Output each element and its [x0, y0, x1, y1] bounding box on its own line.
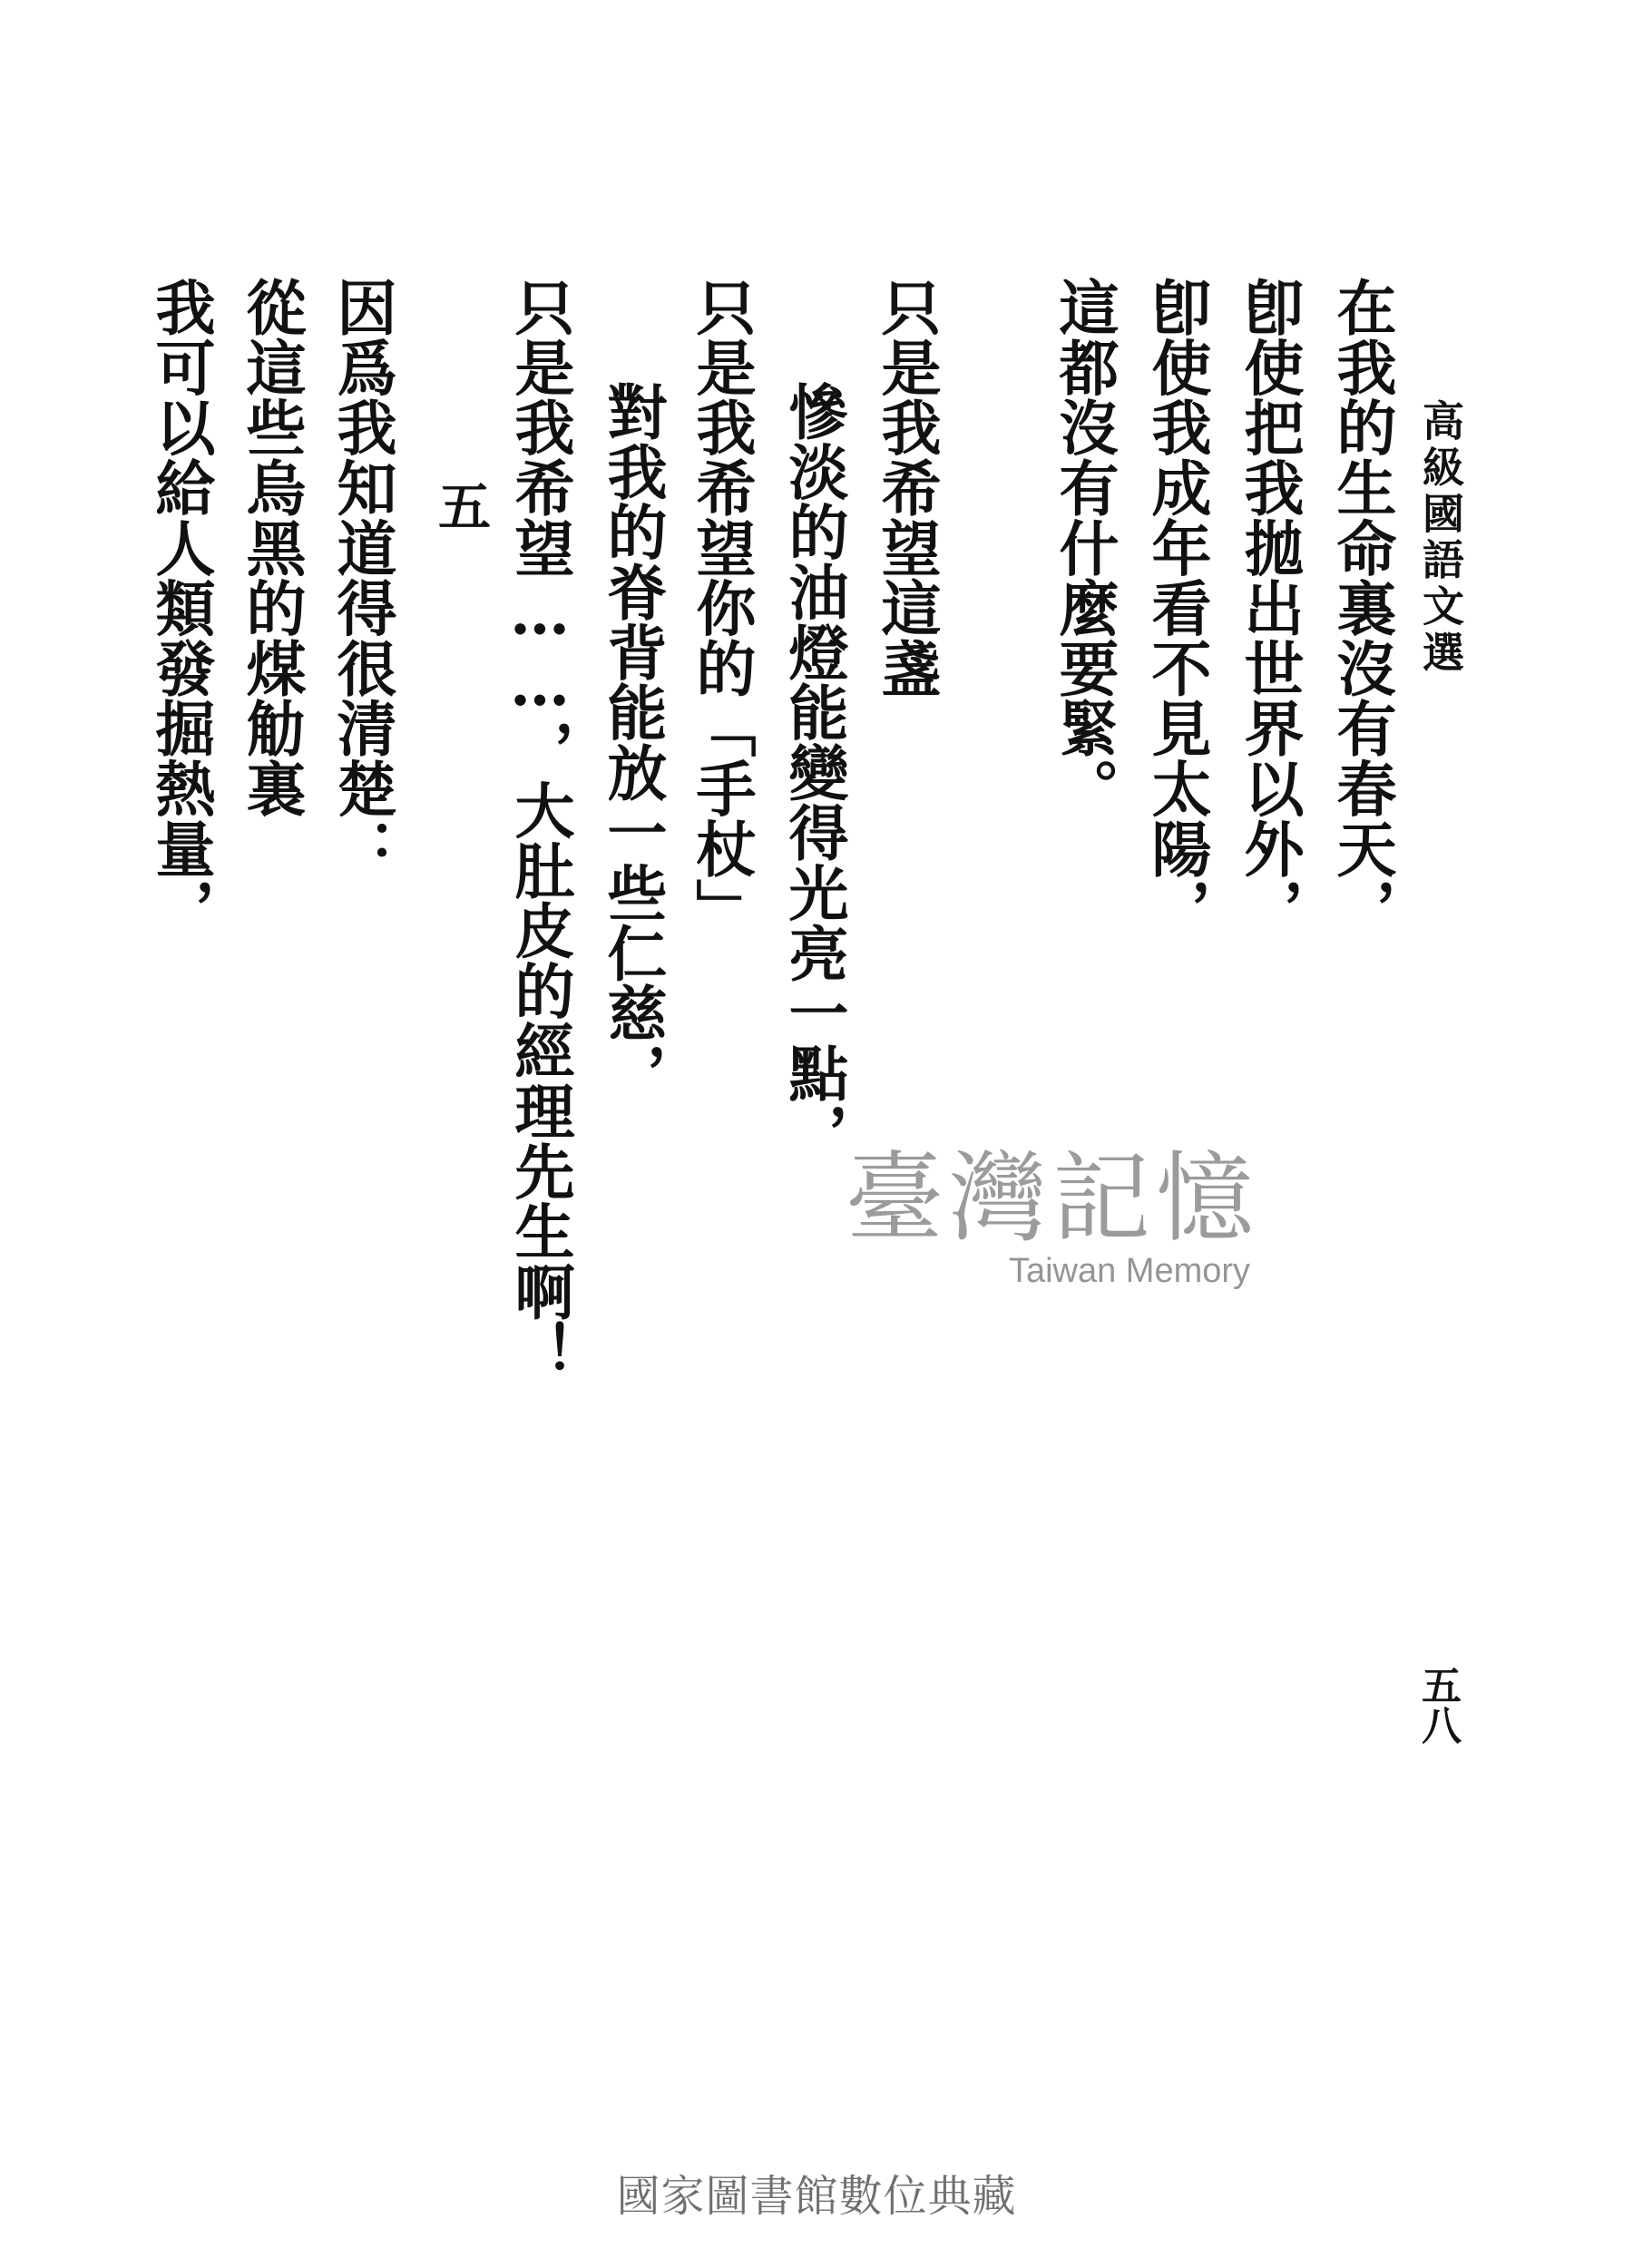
library-footer: 國家圖書館數位典藏 [616, 2171, 1017, 2222]
verse-line: 從這些烏黑的煤觔裏 [236, 277, 307, 818]
taiwan-memory-watermark [816, 1142, 1288, 1291]
page-number: 五八 [1414, 1665, 1461, 1745]
verse-line: 在我的生命裏沒有春天， [1326, 277, 1397, 939]
verse-line: 只是我希望你的「手杖」 [686, 277, 757, 939]
watermark-english: Taiwan Memory [1008, 1252, 1251, 1291]
verse-line: 卽使把我拋出世界以外， [1234, 277, 1305, 939]
verse-line: 卽使我成年看不見太陽， [1141, 277, 1212, 939]
verse-line: 只是我希望……，大肚皮的經理先生啊！ [504, 277, 575, 1382]
verse-line: 因爲我知道得很清楚： [327, 277, 397, 878]
running-header: 高級國語文選 [1416, 399, 1465, 677]
section-number: 五 [429, 479, 491, 532]
watermark-chinese: 臺灣記憶 [845, 1142, 1259, 1256]
verse-line-indented: 對我的脊背能放一些仁慈， [597, 381, 668, 1103]
verse-line-indented: 慘淡的油燈能變得光亮一點， [778, 381, 849, 1163]
verse-line: 我可以給人類發掘熱量， [145, 277, 216, 939]
verse-line: 只是我希望這盞 [871, 277, 942, 699]
verse-line: 這都沒有什麼要緊。 [1049, 277, 1120, 818]
